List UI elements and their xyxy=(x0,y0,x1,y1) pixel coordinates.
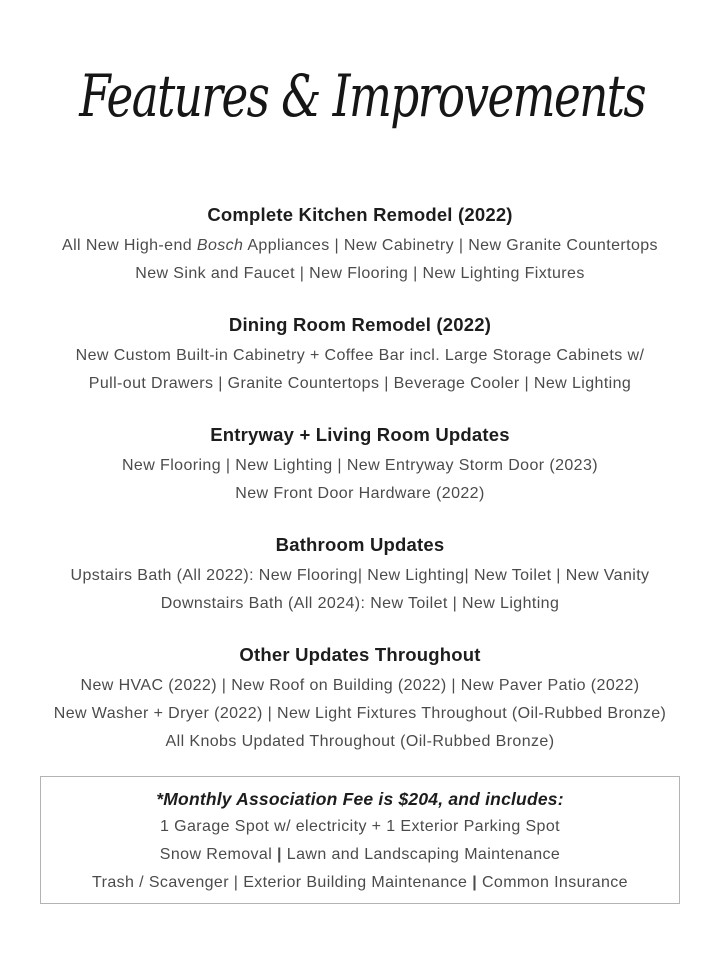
section-heading: Bathroom Updates xyxy=(275,534,445,555)
section-line xyxy=(0,728,720,756)
text-segment: Snow Removal xyxy=(159,846,278,863)
text-segment: New Washer + Dryer (2022) | New Light Fixtures Throughout (Oil-Rubbed Bronze) xyxy=(53,705,667,722)
text-segment: New Sink and Faucet | New Flooring | New Lighting Fixtures xyxy=(135,265,585,282)
text-segment: New Custom Built-in Cabinetry + Coffee Bar incl. Large Storage Cabinets w/ xyxy=(75,347,645,364)
fee-box-line xyxy=(53,813,667,841)
text-segment: All Knobs Updated Throughout (Oil-Rubbed Bronze) xyxy=(165,733,555,750)
section-line xyxy=(0,480,720,508)
text-segment: Upstairs Bath (All 2022): New Flooring| New Lighting| New Toilet | New Vanity xyxy=(70,567,650,584)
text-segment: New Front Door Hardware (2022) xyxy=(235,485,485,502)
feature-section xyxy=(0,200,720,288)
text-segment: Trash / Scavenger | Exterior Building Maintenance xyxy=(92,874,473,891)
section-line xyxy=(0,700,720,728)
section-line xyxy=(0,260,720,288)
section-heading: Other Updates Throughout xyxy=(239,644,481,665)
text-segment: Pull-out Drawers | Granite Countertops | Beverage Cooler | New Lighting xyxy=(88,375,632,392)
text-segment: Common Insurance xyxy=(477,874,628,891)
fee-box xyxy=(40,776,680,904)
features-list xyxy=(0,200,720,756)
feature-section xyxy=(0,530,720,618)
text-segment: | xyxy=(277,846,282,863)
section-heading: Entryway + Living Room Updates xyxy=(210,424,510,445)
page-title: Features & Improvements xyxy=(79,62,646,130)
section-line xyxy=(0,232,720,260)
section-line xyxy=(0,562,720,590)
feature-section xyxy=(0,640,720,756)
section-line xyxy=(0,672,720,700)
text-segment: New HVAC (2022) | New Roof on Building (2022) | New Paver Patio (2022) xyxy=(80,677,640,694)
text-segment: Downstairs Bath (All 2024): New Toilet | New Lighting xyxy=(160,595,560,612)
text-segment: | xyxy=(472,874,478,891)
fee-box-line xyxy=(53,869,667,897)
fee-box-heading: *Monthly Association Fee is $204, and includes: xyxy=(156,789,564,809)
section-line xyxy=(0,342,720,370)
text-segment: 1 Garage Spot w/ electricity + 1 Exterior Parking Spot xyxy=(160,818,560,835)
fee-box-line xyxy=(53,841,667,869)
section-line xyxy=(0,452,720,480)
section-heading: Dining Room Remodel (2022) xyxy=(228,314,492,335)
text-segment: Lawn and Landscaping Maintenance xyxy=(281,846,561,863)
section-line xyxy=(0,370,720,398)
text-segment: Appliances | New Cabinetry | New Granite Countertops xyxy=(243,237,658,254)
feature-section xyxy=(0,310,720,398)
feature-section xyxy=(0,420,720,508)
section-heading: Complete Kitchen Remodel (2022) xyxy=(207,204,513,225)
section-line xyxy=(0,590,720,618)
fee-box-lines xyxy=(53,813,667,897)
text-segment: New Flooring | New Lighting | New Entryway Storm Door (2023) xyxy=(121,457,599,474)
text-segment: Bosch xyxy=(196,237,244,254)
text-segment: All New High-end xyxy=(62,237,197,254)
